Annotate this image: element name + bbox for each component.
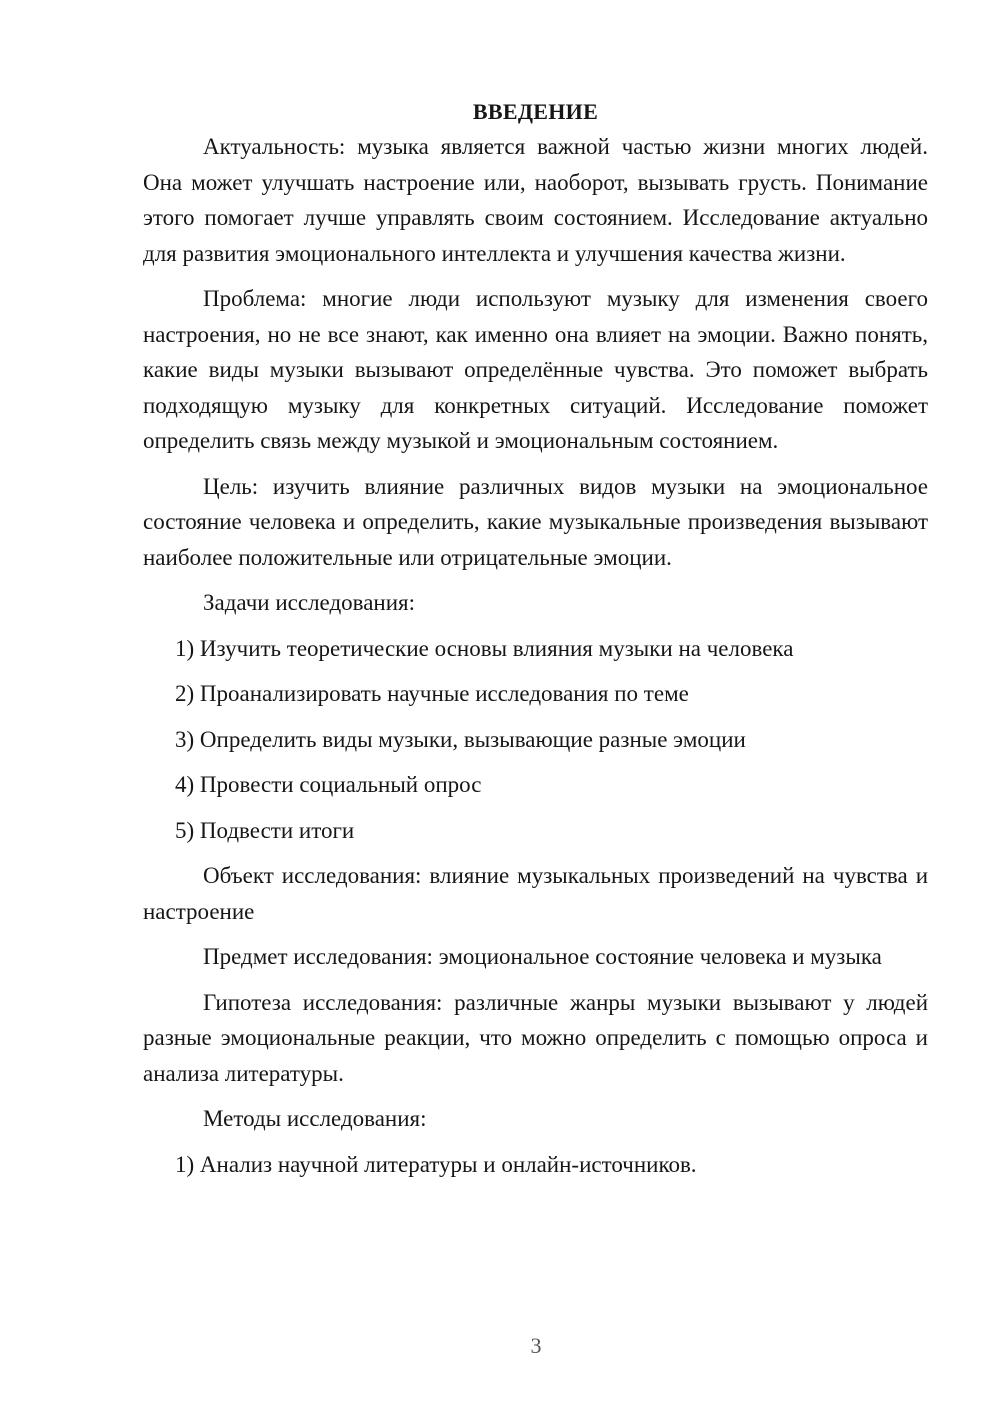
problem-paragraph: Проблема: многие люди используют музыку для изменения своего настроения, но не все знают, как именно она влияет на эмоции. Важно понять, какие виды музыки вызывают определённые чувства. Это поможет выбрать подходящую музыку для конкретных ситуаций. Исследование поможет определить связь между музыкой и эмоциональным состоянием. [143, 286, 928, 453]
list-item: 2) Проанализировать научные исследования по теме [175, 681, 689, 706]
list-item: 1) Анализ научной литературы и онлайн-источников. [175, 1151, 697, 1177]
page-number: 3 [530, 1333, 542, 1358]
methods-list [143, 1147, 928, 1183]
methods-heading: Методы исследования: [203, 1106, 427, 1131]
section-title: ВВЕДЕНИЕ [472, 99, 599, 124]
tasks-heading: Задачи исследования: [203, 590, 416, 615]
subject-paragraph: Предмет исследования: эмоциональное состояние человека и музыка [203, 944, 882, 969]
relevance-paragraph: Актуальность: музыка является важной частью жизни многих людей. Она может улучшать настроение или, наоборот, вызывать грусть. Понимание этого помогает лучше управлять своим состоянием. Исследование актуально для развития эмоционального интеллекта и улучшения качества жизни. [143, 134, 928, 266]
list-item: 5) Подвести итоги [175, 817, 355, 843]
goal-paragraph: Цель: изучить влияние различных видов музыки на эмоциональное состояние человека и определить, какие музыкальные произведения вызывают наиболее положительные или отрицательные эмоции. [143, 473, 928, 570]
list-item: 4) Провести социальный опрос [175, 772, 482, 797]
list-item: 1) Изучить теоретические основы влияния музыки на человека [175, 635, 794, 661]
page-content [143, 94, 928, 1192]
list-item: 3) Определить виды музыки, вызывающие разные эмоции [175, 726, 746, 752]
tasks-list [143, 631, 928, 849]
hypothesis-paragraph: Гипотеза исследования: различные жанры музыки вызывают у людей разные эмоциональные реакции, что можно определить с помощью опроса и анализа литературы. [143, 989, 928, 1086]
object-paragraph: Объект исследования: влияние музыкальных произведений на чувства и настроение [143, 863, 928, 924]
